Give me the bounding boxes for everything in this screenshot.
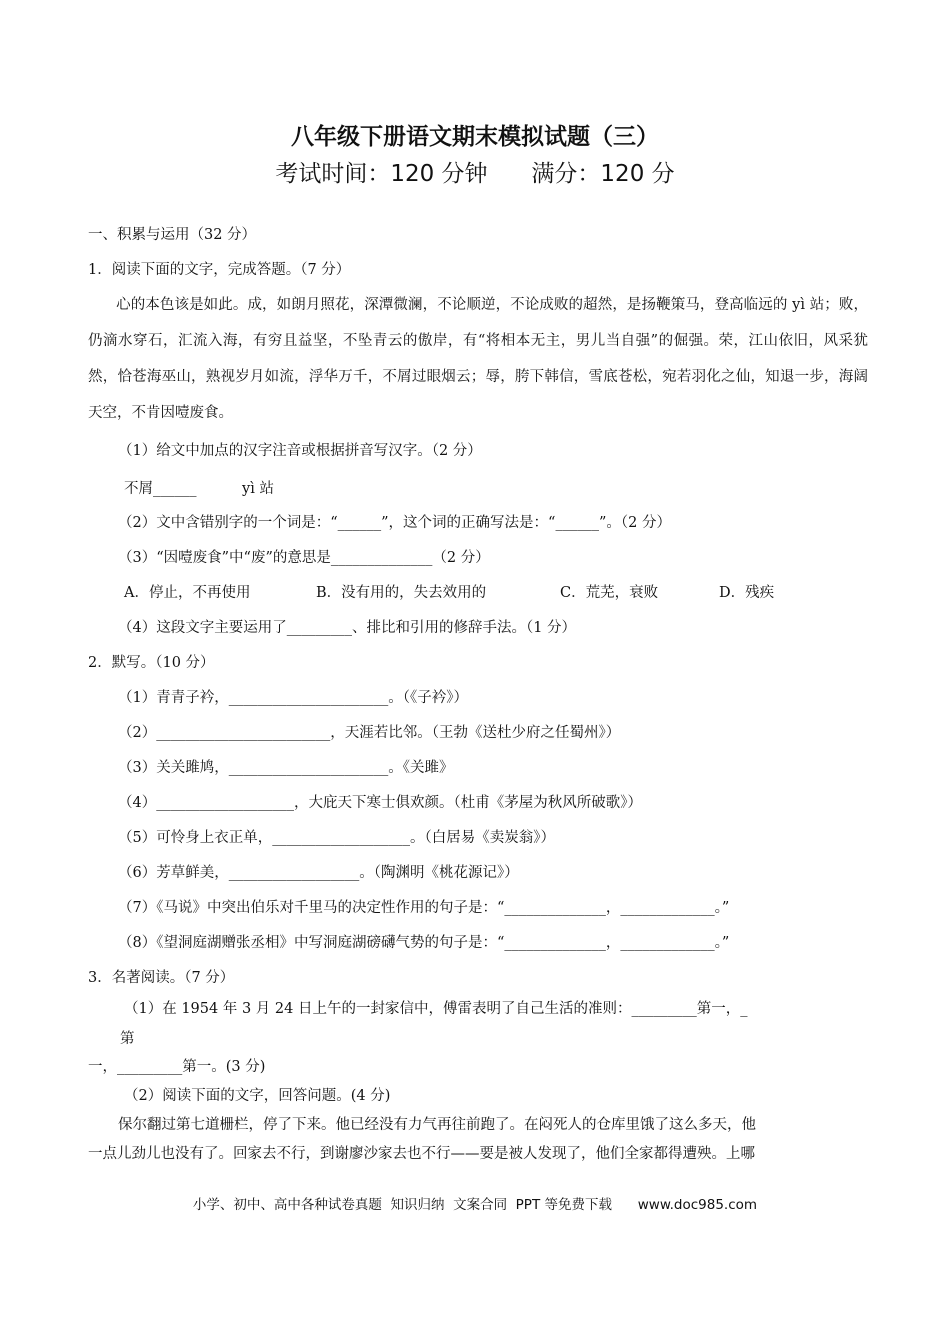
exam-info: 考试时间：120 分钟 满分：120 分 [275,161,675,187]
option-b: B．没有用的，失去效用的 [316,585,487,601]
page-title: 八年级下册语文期末模拟试题（三） [291,124,659,150]
q3-sub1-line2: 第 [120,1031,135,1047]
q2-line-7: （7）《马说》中突出伯乐对千里马的决定性作用的句子是：“______________，_____________。” [118,900,730,916]
q3-sub2: （2）阅读下面的文字，回答问题。(4 分) [124,1088,391,1104]
option-c: C．荒芜，衰败 [560,585,659,601]
q3-passage-line1: 保尔翻过第七道栅栏，停了下来。他已经没有力气再往前跑了。在闷死人的仓库里饿了这么多天，他 [118,1117,756,1133]
q1-sub4: （4）这段文字主要运用了_________、排比和引用的修辞手法。（1 分） [118,620,577,636]
q3-title: 3．名著阅读。（7 分） [88,970,235,986]
q2-line-4: （4）___________________，大庇天下寒士俱欢颜。（杜甫《茅屋为秋风所破歌》） [118,795,642,811]
q2-line-5: （5）可怜身上衣正单，___________________。（白居易《卖炭翁》） [118,830,555,846]
page-footer: 小学、初中、高中各种试卷真题 知识归纳 文案合同 PPT 等免费下载 www.doc985.com [192,1197,758,1213]
option-d: D．残疾 [719,585,775,601]
q1-sub1-answer-a: 不屑______ [124,481,197,497]
q2-line-6: （6）芳草鲜美，__________________。（陶渊明《桃花源记》） [118,865,519,881]
q2-line-1: （1）青青子衿，______________________。（《子衿》） [118,690,468,706]
q1-sub2: （2）文中含错别字的一个词是：“______”，这个词的正确写法是：“______”。（2 分） [118,515,671,531]
q3-sub1-line1: （1）在 1954 年 3 月 24 日上午的一封家信中，傅雷表明了自己生活的准则：_________第一，_ [124,1001,748,1017]
q1-passage [88,287,868,431]
q2-line-8: （8）《望洞庭湖赠张丞相》中写洞庭湖磅礴气势的句子是：“______________，_____________。” [118,935,730,951]
q1-title: 1．阅读下面的文字，完成答题。（7 分） [88,262,351,278]
q1-sub3: （3）“因噎废食”中“废”的意思是______________（2 分） [118,550,490,566]
section-heading: 一、积累与运用（32 分） [88,227,257,243]
q3-passage-line2: 一点儿劲儿也没有了。回家去不行，到谢廖沙家去也不行——要是被人发现了，他们全家都得遭殃。上哪 [88,1146,755,1162]
q3-sub1-line3: 一，_________第一。(3 分) [88,1059,266,1075]
q1-passage-text: 心的本色该是如此。成，如朗月照花，深潭微澜，不论顺逆，不论成败的超然，是扬鞭策马，登高临远的 yì 站；败，仍滴水穿石，汇流入海，有穷且益坚，不坠青云的傲岸，有“将相本无主，男儿当自强”的倔强。荣，江山依旧，风采犹然，恰苍海巫山，熟视岁月如流，浮华万千，不屑过眼烟云；辱，胯下韩信，雪底苍松，宛若羽化之仙，知退一步，海阔天空，不肯因噎废食。 [88,297,868,421]
option-a: A．停止，不再使用 [124,585,251,601]
q2-line-2: （2）________________________，天涯若比邻。（王勃《送杜少府之任蜀州》） [118,725,621,741]
q1-sub1: （1）给文中加点的汉字注音或根据拼音写汉字。（2 分） [118,443,482,459]
q2-line-3: （3）关关雎鸠，______________________。《关雎》 [118,760,454,776]
q1-sub1-answer-b: yì 站 [242,481,274,497]
q2-title: 2．默写。（10 分） [88,655,215,671]
